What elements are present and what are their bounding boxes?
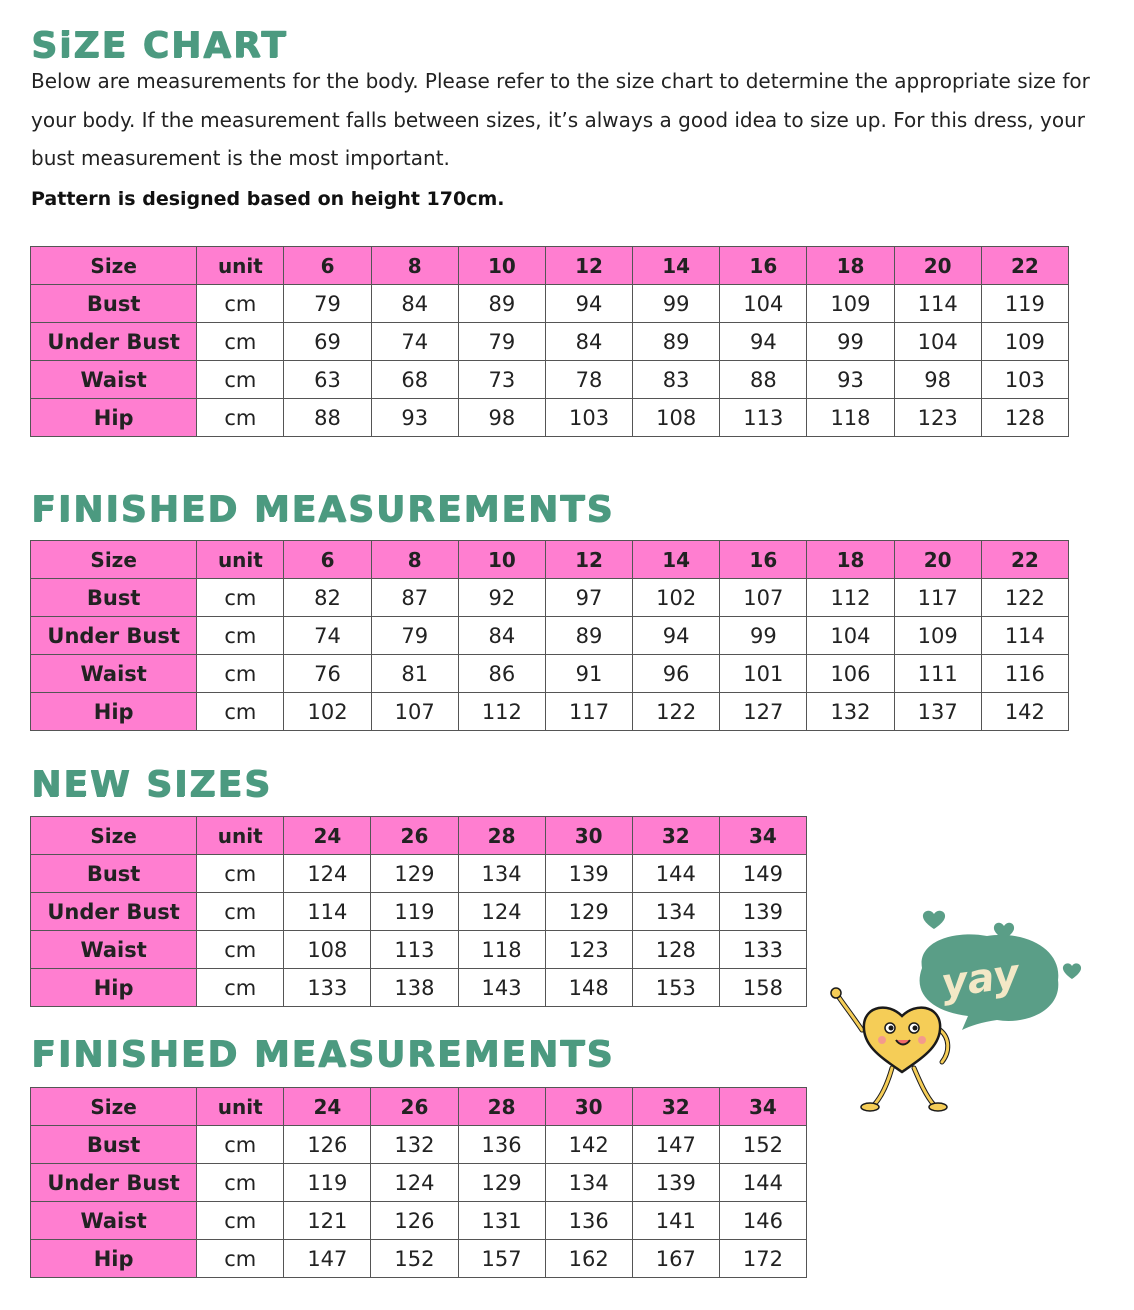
measurement-value: 134 bbox=[458, 855, 545, 893]
measurement-value: 124 bbox=[371, 1164, 458, 1202]
unit-cell: cm bbox=[197, 655, 284, 693]
finished-measurements-new-sizes-heading: FINISHED MEASUREMENTS bbox=[31, 1034, 615, 1075]
measurement-value: 116 bbox=[981, 655, 1068, 693]
header-size-label: Size bbox=[31, 541, 197, 579]
measurement-value: 148 bbox=[545, 969, 632, 1007]
unit-cell: cm bbox=[197, 361, 284, 399]
new-sizes-heading: NEW SIZES bbox=[31, 764, 272, 805]
measurement-value: 138 bbox=[371, 969, 458, 1007]
header-size-cell: 28 bbox=[458, 1088, 545, 1126]
header-size-cell: 8 bbox=[371, 247, 458, 285]
measurement-value: 103 bbox=[545, 399, 632, 437]
measurement-value: 63 bbox=[284, 361, 371, 399]
header-size-cell: 6 bbox=[284, 541, 371, 579]
measurement-label: Bust bbox=[31, 855, 197, 893]
header-size-cell: 14 bbox=[633, 247, 720, 285]
measurement-value: 172 bbox=[719, 1240, 806, 1278]
measurement-value: 83 bbox=[633, 361, 720, 399]
finished-measurements-new-sizes-table bbox=[30, 1087, 807, 1278]
measurement-value: 114 bbox=[981, 617, 1068, 655]
header-unit-label: unit bbox=[197, 1088, 284, 1126]
table-row bbox=[31, 1126, 807, 1164]
measurement-value: 107 bbox=[371, 693, 458, 731]
measurement-value: 139 bbox=[545, 855, 632, 893]
header-size-cell: 34 bbox=[719, 1088, 806, 1126]
measurement-value: 111 bbox=[894, 655, 981, 693]
measurement-value: 104 bbox=[720, 285, 807, 323]
measurement-value: 88 bbox=[720, 361, 807, 399]
header-unit-label: unit bbox=[197, 817, 284, 855]
header-size-cell: 24 bbox=[284, 817, 371, 855]
measurement-value: 109 bbox=[894, 617, 981, 655]
measurement-value: 103 bbox=[981, 361, 1068, 399]
measurement-label: Hip bbox=[31, 693, 197, 731]
measurement-value: 119 bbox=[284, 1164, 371, 1202]
unit-cell: cm bbox=[197, 1164, 284, 1202]
measurement-value: 167 bbox=[632, 1240, 719, 1278]
header-size-cell: 30 bbox=[545, 1088, 632, 1126]
measurement-value: 76 bbox=[284, 655, 371, 693]
measurement-value: 149 bbox=[719, 855, 806, 893]
measurement-label: Bust bbox=[31, 579, 197, 617]
measurement-value: 153 bbox=[632, 969, 719, 1007]
measurement-value: 84 bbox=[371, 285, 458, 323]
intro-paragraph: Below are measurements for the body. Please refer to the size chart to determine the appropriate size for your body. If the measurement falls between sizes, it’s always a good idea to size up. For this dress, your bust measurement is the most important. bbox=[31, 69, 1090, 170]
measurement-value: 122 bbox=[981, 579, 1068, 617]
unit-cell: cm bbox=[197, 931, 284, 969]
measurement-value: 98 bbox=[894, 361, 981, 399]
table-row bbox=[31, 655, 1069, 693]
measurement-value: 84 bbox=[545, 323, 632, 361]
measurement-value: 91 bbox=[545, 655, 632, 693]
header-size-cell: 22 bbox=[981, 541, 1068, 579]
header-size-label: Size bbox=[31, 1088, 197, 1126]
size-chart-heading: SiZE CHART bbox=[31, 25, 288, 66]
measurement-value: 89 bbox=[633, 323, 720, 361]
header-unit-label: unit bbox=[197, 541, 284, 579]
measurement-value: 137 bbox=[894, 693, 981, 731]
measurement-value: 112 bbox=[458, 693, 545, 731]
unit-cell: cm bbox=[197, 893, 284, 931]
measurement-value: 123 bbox=[894, 399, 981, 437]
measurement-value: 126 bbox=[284, 1126, 371, 1164]
header-size-cell: 32 bbox=[632, 817, 719, 855]
header-size-cell: 32 bbox=[632, 1088, 719, 1126]
unit-cell: cm bbox=[197, 693, 284, 731]
measurement-value: 78 bbox=[545, 361, 632, 399]
measurement-value: 82 bbox=[284, 579, 371, 617]
measurement-value: 69 bbox=[284, 323, 371, 361]
header-size-cell: 26 bbox=[371, 1088, 458, 1126]
measurement-value: 117 bbox=[545, 693, 632, 731]
measurement-value: 88 bbox=[284, 399, 371, 437]
measurement-value: 152 bbox=[719, 1126, 806, 1164]
measurement-value: 87 bbox=[371, 579, 458, 617]
measurement-value: 109 bbox=[981, 323, 1068, 361]
height-note: Pattern is designed based on height 170cm. bbox=[31, 188, 505, 210]
measurement-label: Waist bbox=[31, 655, 197, 693]
speech-bubble-text: yay bbox=[938, 950, 1022, 1008]
table-row bbox=[31, 1240, 807, 1278]
measurement-label: Under Bust bbox=[31, 1164, 197, 1202]
small-heart-icon bbox=[923, 911, 945, 929]
measurement-value: 68 bbox=[371, 361, 458, 399]
yay-heart-mascot-illustration bbox=[822, 900, 1092, 1120]
measurement-value: 119 bbox=[981, 285, 1068, 323]
header-size-cell: 26 bbox=[371, 817, 458, 855]
measurement-label: Bust bbox=[31, 285, 197, 323]
table-row bbox=[31, 855, 807, 893]
measurement-value: 99 bbox=[633, 285, 720, 323]
measurement-value: 124 bbox=[284, 855, 371, 893]
table-header-row bbox=[31, 247, 1069, 285]
measurement-value: 94 bbox=[545, 285, 632, 323]
measurement-value: 146 bbox=[719, 1202, 806, 1240]
measurement-value: 93 bbox=[807, 361, 894, 399]
measurement-value: 89 bbox=[458, 285, 545, 323]
measurement-value: 99 bbox=[720, 617, 807, 655]
measurement-value: 127 bbox=[720, 693, 807, 731]
measurement-value: 94 bbox=[720, 323, 807, 361]
measurement-value: 107 bbox=[720, 579, 807, 617]
measurement-value: 86 bbox=[458, 655, 545, 693]
measurement-value: 79 bbox=[371, 617, 458, 655]
measurement-value: 102 bbox=[284, 693, 371, 731]
header-size-cell: 20 bbox=[894, 541, 981, 579]
measurement-value: 139 bbox=[719, 893, 806, 931]
measurement-value: 109 bbox=[807, 285, 894, 323]
measurement-value: 104 bbox=[894, 323, 981, 361]
unit-cell: cm bbox=[197, 617, 284, 655]
measurement-label: Hip bbox=[31, 1240, 197, 1278]
body-measurements-table bbox=[30, 246, 1069, 437]
measurement-value: 133 bbox=[719, 931, 806, 969]
measurement-value: 132 bbox=[807, 693, 894, 731]
measurement-value: 113 bbox=[371, 931, 458, 969]
header-size-cell: 14 bbox=[633, 541, 720, 579]
header-size-cell: 24 bbox=[284, 1088, 371, 1126]
measurement-value: 144 bbox=[719, 1164, 806, 1202]
measurement-value: 126 bbox=[371, 1202, 458, 1240]
measurement-label: Under Bust bbox=[31, 617, 197, 655]
measurement-value: 158 bbox=[719, 969, 806, 1007]
header-size-cell: 18 bbox=[807, 247, 894, 285]
measurement-value: 128 bbox=[981, 399, 1068, 437]
measurement-value: 112 bbox=[807, 579, 894, 617]
small-heart-icon bbox=[1063, 963, 1081, 979]
measurement-value: 139 bbox=[632, 1164, 719, 1202]
table-row bbox=[31, 323, 1069, 361]
unit-cell: cm bbox=[197, 579, 284, 617]
measurement-value: 157 bbox=[458, 1240, 545, 1278]
measurement-value: 123 bbox=[545, 931, 632, 969]
unit-cell: cm bbox=[197, 285, 284, 323]
measurement-value: 117 bbox=[894, 579, 981, 617]
measurement-value: 134 bbox=[545, 1164, 632, 1202]
unit-cell: cm bbox=[197, 1240, 284, 1278]
measurement-value: 106 bbox=[807, 655, 894, 693]
measurement-value: 142 bbox=[545, 1126, 632, 1164]
measurement-value: 114 bbox=[894, 285, 981, 323]
measurement-label: Under Bust bbox=[31, 323, 197, 361]
measurement-value: 114 bbox=[284, 893, 371, 931]
new-sizes-table bbox=[30, 816, 807, 1007]
unit-cell: cm bbox=[197, 1202, 284, 1240]
header-size-cell: 8 bbox=[371, 541, 458, 579]
measurement-value: 132 bbox=[371, 1126, 458, 1164]
measurement-label: Hip bbox=[31, 399, 197, 437]
table-header-row bbox=[31, 541, 1069, 579]
measurement-value: 74 bbox=[284, 617, 371, 655]
measurement-label: Bust bbox=[31, 1126, 197, 1164]
measurement-value: 108 bbox=[633, 399, 720, 437]
table-row bbox=[31, 893, 807, 931]
measurement-value: 129 bbox=[371, 855, 458, 893]
measurement-value: 133 bbox=[284, 969, 371, 1007]
measurement-value: 102 bbox=[633, 579, 720, 617]
measurement-value: 129 bbox=[458, 1164, 545, 1202]
measurement-label: Waist bbox=[31, 361, 197, 399]
table-header-row bbox=[31, 1088, 807, 1126]
measurement-value: 162 bbox=[545, 1240, 632, 1278]
measurement-value: 131 bbox=[458, 1202, 545, 1240]
header-size-cell: 28 bbox=[458, 817, 545, 855]
measurement-value: 147 bbox=[284, 1240, 371, 1278]
header-size-label: Size bbox=[31, 817, 197, 855]
measurement-value: 81 bbox=[371, 655, 458, 693]
measurement-value: 143 bbox=[458, 969, 545, 1007]
measurement-value: 73 bbox=[458, 361, 545, 399]
measurement-value: 84 bbox=[458, 617, 545, 655]
finished-measurements-heading: FINISHED MEASUREMENTS bbox=[31, 489, 615, 530]
measurement-value: 74 bbox=[371, 323, 458, 361]
measurement-label: Waist bbox=[31, 931, 197, 969]
measurement-value: 79 bbox=[284, 285, 371, 323]
measurement-value: 99 bbox=[807, 323, 894, 361]
measurement-value: 141 bbox=[632, 1202, 719, 1240]
measurement-value: 121 bbox=[284, 1202, 371, 1240]
measurement-value: 94 bbox=[633, 617, 720, 655]
measurement-value: 147 bbox=[632, 1126, 719, 1164]
header-size-cell: 10 bbox=[458, 247, 545, 285]
header-size-cell: 34 bbox=[719, 817, 806, 855]
unit-cell: cm bbox=[197, 969, 284, 1007]
header-size-cell: 18 bbox=[807, 541, 894, 579]
header-size-cell: 12 bbox=[545, 541, 632, 579]
header-size-label: Size bbox=[31, 247, 197, 285]
header-size-cell: 10 bbox=[458, 541, 545, 579]
measurement-label: Under Bust bbox=[31, 893, 197, 931]
table-row bbox=[31, 969, 807, 1007]
measurement-value: 97 bbox=[545, 579, 632, 617]
measurement-value: 119 bbox=[371, 893, 458, 931]
measurement-value: 136 bbox=[545, 1202, 632, 1240]
measurement-value: 136 bbox=[458, 1126, 545, 1164]
measurement-value: 108 bbox=[284, 931, 371, 969]
header-size-cell: 30 bbox=[545, 817, 632, 855]
measurement-value: 124 bbox=[458, 893, 545, 931]
table-row bbox=[31, 361, 1069, 399]
unit-cell: cm bbox=[197, 1126, 284, 1164]
measurement-value: 79 bbox=[458, 323, 545, 361]
header-size-cell: 12 bbox=[545, 247, 632, 285]
measurement-value: 142 bbox=[981, 693, 1068, 731]
header-size-cell: 16 bbox=[720, 247, 807, 285]
header-size-cell: 20 bbox=[894, 247, 981, 285]
header-size-cell: 16 bbox=[720, 541, 807, 579]
measurement-value: 98 bbox=[458, 399, 545, 437]
heart-body bbox=[864, 1008, 940, 1072]
measurement-value: 113 bbox=[720, 399, 807, 437]
measurement-value: 89 bbox=[545, 617, 632, 655]
table-row bbox=[31, 617, 1069, 655]
measurement-label: Waist bbox=[31, 1202, 197, 1240]
finished-measurements-table bbox=[30, 540, 1069, 731]
measurement-value: 92 bbox=[458, 579, 545, 617]
header-size-cell: 22 bbox=[981, 247, 1068, 285]
table-row bbox=[31, 399, 1069, 437]
measurement-value: 122 bbox=[633, 693, 720, 731]
measurement-value: 118 bbox=[807, 399, 894, 437]
table-row bbox=[31, 1202, 807, 1240]
header-size-cell: 6 bbox=[284, 247, 371, 285]
measurement-value: 118 bbox=[458, 931, 545, 969]
measurement-label: Hip bbox=[31, 969, 197, 1007]
table-row bbox=[31, 579, 1069, 617]
unit-cell: cm bbox=[197, 855, 284, 893]
measurement-value: 96 bbox=[633, 655, 720, 693]
header-unit-label: unit bbox=[197, 247, 284, 285]
table-row bbox=[31, 285, 1069, 323]
measurement-value: 93 bbox=[371, 399, 458, 437]
measurement-value: 152 bbox=[371, 1240, 458, 1278]
measurement-value: 128 bbox=[632, 931, 719, 969]
table-row bbox=[31, 931, 807, 969]
measurement-value: 104 bbox=[807, 617, 894, 655]
table-row bbox=[31, 693, 1069, 731]
table-header-row bbox=[31, 817, 807, 855]
measurement-value: 129 bbox=[545, 893, 632, 931]
unit-cell: cm bbox=[197, 399, 284, 437]
table-row bbox=[31, 1164, 807, 1202]
measurement-value: 134 bbox=[632, 893, 719, 931]
unit-cell: cm bbox=[197, 323, 284, 361]
measurement-value: 144 bbox=[632, 855, 719, 893]
measurement-value: 101 bbox=[720, 655, 807, 693]
